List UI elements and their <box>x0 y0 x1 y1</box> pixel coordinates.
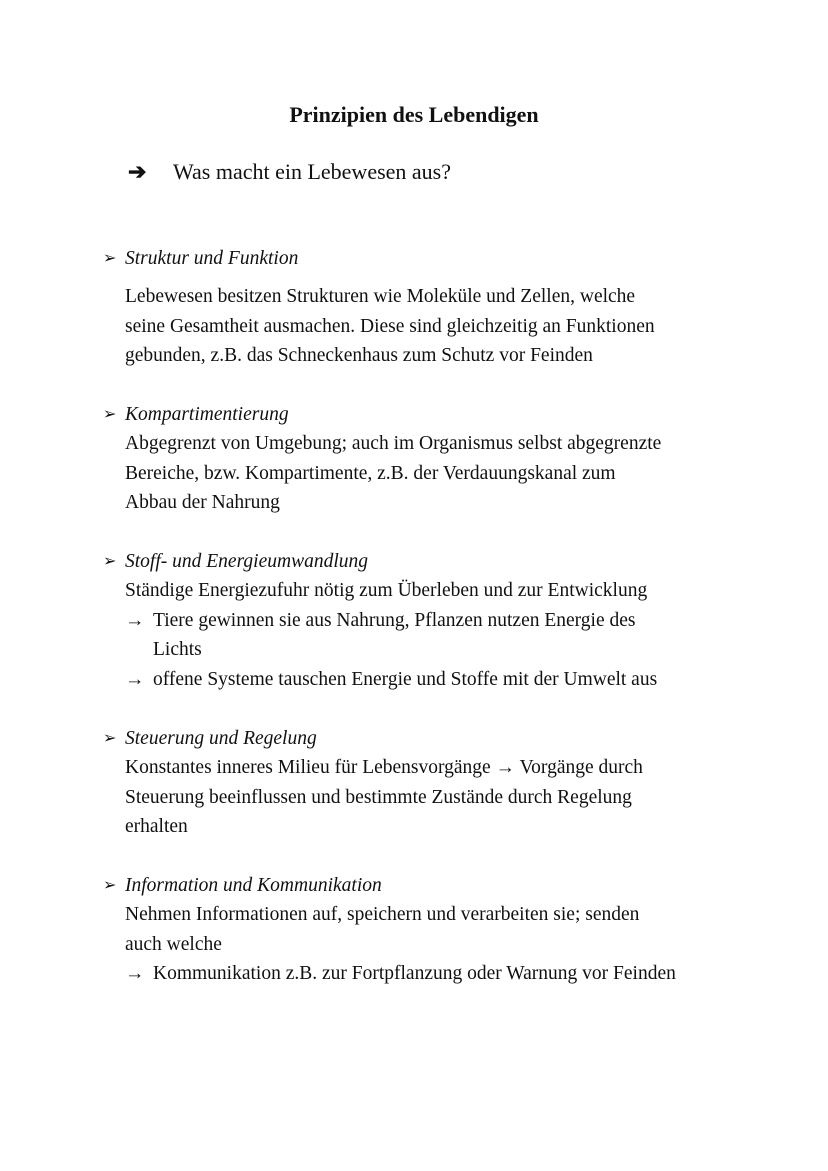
arrowhead-bullet-icon: ➢ <box>103 877 117 894</box>
section-heading-text: Information und Kommunikation <box>125 875 382 896</box>
body-line: gebunden, z.B. das Schneckenhaus zum Schutz vor Feinden <box>125 345 593 366</box>
guiding-question <box>128 156 451 188</box>
body-line: Abgegrenzt von Umgebung; auch im Organismus selbst abgegrenzte <box>125 433 662 454</box>
arrow-point <box>125 959 803 989</box>
arrowhead-bullet-icon: ➢ <box>103 730 117 747</box>
arrow-point-text: offene Systeme tauschen Energie und Stoffe mit der Umwelt aus <box>153 668 658 690</box>
section-stoff-und-energieumwandlung <box>103 547 803 694</box>
section-heading <box>103 547 803 576</box>
arrow-point-text: Kommunikation z.B. zur Fortpflanzung oder Warnung vor Feinden <box>153 963 676 984</box>
body-line: Lebewesen besitzen Strukturen wie Moleküle und Zellen, welche <box>125 286 636 307</box>
body-line: Bereiche, bzw. Kompartimente, z.B. der Verdauungskanal zum <box>125 462 616 484</box>
arrow-point <box>125 606 803 636</box>
body-line: auch welche <box>125 933 222 955</box>
section-struktur-und-funktion <box>103 244 803 371</box>
arrow-point-continuation: Lichts <box>153 639 202 660</box>
page-title: Prinzipien des Lebendigen <box>289 102 539 127</box>
body-line: Steuerung beeinflussen und bestimmte Zustände durch Regelung <box>125 786 632 808</box>
section-body <box>125 900 803 989</box>
arrowhead-bullet-icon: ➢ <box>103 250 117 267</box>
section-body <box>125 576 803 694</box>
body-line: Ständige Energiezufuhr nötig zum Überleben und zur Entwicklung <box>125 580 648 601</box>
arrowhead-bullet-icon: ➢ <box>103 406 117 423</box>
body-line: Nehmen Informationen auf, speichern und verarbeiten sie; senden <box>125 904 640 925</box>
section-heading-text: Steuerung und Regelung <box>125 728 317 749</box>
section-body <box>125 282 803 371</box>
section-steuerung-und-regelung <box>103 724 803 842</box>
body-line: erhalten <box>125 816 188 837</box>
body-line: Abbau der Nahrung <box>125 492 280 513</box>
arrow-right-icon: → <box>125 963 145 984</box>
section-heading-text: Kompartimentierung <box>125 404 289 425</box>
section-body <box>125 429 803 518</box>
section-heading-text: Struktur und Funktion <box>125 248 299 269</box>
arrow-point-text: Tiere gewinnen sie aus Nahrung, Pflanzen nutzen Energie des <box>153 609 636 631</box>
arrowhead-bullet-icon: ➢ <box>103 553 117 570</box>
arrow-right-icon: → <box>125 668 145 690</box>
section-heading-text: Stoff- und Energieumwandlung <box>125 551 369 572</box>
section-information-und-kommunikation <box>103 871 803 989</box>
arrow-point <box>125 665 803 695</box>
section-heading <box>103 724 803 753</box>
section-heading <box>103 244 803 273</box>
body-line: Konstantes inneres Milieu für Lebensvorgänge → Vorgänge durch <box>125 757 643 778</box>
section-heading <box>103 400 803 429</box>
section-heading <box>103 871 803 900</box>
body-line: seine Gesamtheit ausmachen. Diese sind gleichzeitig an Funktionen <box>125 315 655 337</box>
section-kompartimentierung <box>103 400 803 518</box>
section-body <box>125 753 803 842</box>
arrow-right-icon: ➔ <box>128 159 147 184</box>
question-text: Was macht ein Lebewesen aus? <box>173 159 451 184</box>
arrow-right-icon: → <box>125 609 145 631</box>
